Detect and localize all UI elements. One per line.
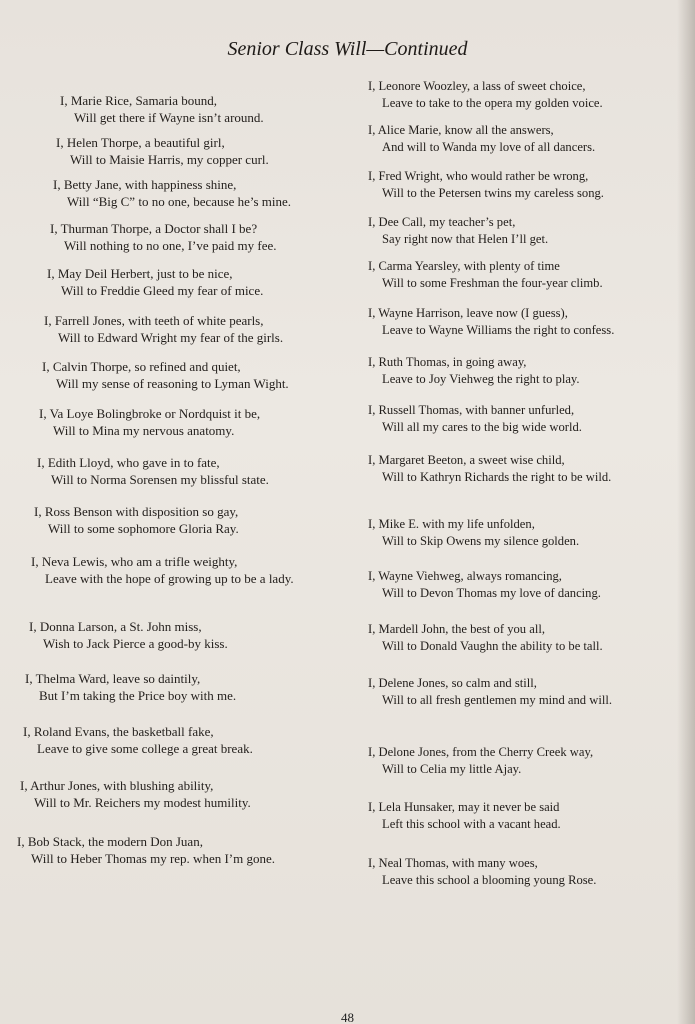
- will-entry: [17, 833, 330, 867]
- will-entry: [368, 354, 668, 388]
- will-entry: [368, 799, 688, 833]
- will-entry: [368, 452, 678, 486]
- will-entry: [37, 454, 330, 488]
- entry-line2: Leave to Joy Viehweg the right to play.: [382, 372, 580, 386]
- entry-line1: I, Farrell Jones, with teeth of white pearls,: [44, 313, 264, 328]
- will-entry: [29, 618, 330, 652]
- entry-line1: I, Delone Jones, from the Cherry Creek way,: [368, 745, 594, 759]
- entry-line1: I, Russell Thomas, with banner unfurled,: [368, 403, 575, 417]
- entry-line1: I, Calvin Thorpe, so refined and quiet,: [42, 359, 241, 374]
- entry-line2: Leave to Wayne Williams the right to confess.: [382, 323, 615, 337]
- entry-line1: I, Thurman Thorpe, a Doctor shall I be?: [50, 221, 258, 236]
- page-number: 48: [341, 1010, 354, 1024]
- will-entry: [368, 78, 668, 112]
- entry-line2: Will to some Freshman the four-year climb.: [382, 276, 603, 290]
- entry-line1: I, Neva Lewis, who am a trifle weighty,: [31, 554, 238, 569]
- entry-line1: I, Delene Jones, so calm and still,: [368, 676, 537, 690]
- will-entry: [47, 265, 330, 299]
- will-entry: [368, 214, 668, 248]
- will-entry: [53, 176, 330, 210]
- entry-line1: I, Lela Hunsaker, may it never be said: [368, 800, 560, 814]
- will-entry: [368, 516, 668, 550]
- entry-line1: I, Alice Marie, know all the answers,: [368, 123, 554, 137]
- entry-line1: I, Arthur Jones, with blushing ability,: [20, 778, 214, 793]
- will-entry: [368, 675, 690, 709]
- entry-line1: I, Ruth Thomas, in going away,: [368, 355, 527, 369]
- entry-line2: Will to Freddie Gleed my fear of mice.: [61, 283, 264, 298]
- entry-line2: Will nothing to no one, I’ve paid my fee.: [64, 238, 277, 253]
- will-entry: [20, 777, 330, 811]
- entry-line1: I, Neal Thomas, with many woes,: [368, 856, 538, 870]
- entry-line2: Will to Kathryn Richards the right to be wild.: [382, 470, 612, 484]
- entry-line1: I, Mardell John, the best of you all,: [368, 622, 545, 636]
- entry-line2: Will to Edward Wright my fear of the girls.: [58, 330, 284, 345]
- entry-line2: Will to Heber Thomas my rep. when I’m gone.: [31, 851, 276, 866]
- entry-line2: Leave with the hope of growing up to be a lady.: [45, 571, 294, 586]
- entry-line1: I, Dee Call, my teacher’s pet,: [368, 215, 516, 229]
- will-entry: [42, 358, 330, 392]
- will-entry: [368, 168, 668, 202]
- entry-line1: I, Thelma Ward, leave so daintily,: [25, 671, 201, 686]
- will-entry: [60, 92, 330, 126]
- will-entry: [44, 312, 330, 346]
- will-entry: [368, 122, 668, 156]
- entry-line2: Will to Celia my little Ajay.: [382, 762, 522, 776]
- entry-line2: Will to Devon Thomas my love of dancing.: [382, 586, 601, 600]
- will-entry: [368, 402, 668, 436]
- entry-line2: Say right now that Helen I’ll get.: [382, 232, 549, 246]
- entry-line1: I, Carma Yearsley, with plenty of time: [368, 259, 560, 273]
- entry-line1: I, Va Loye Bolingbroke or Nordquist it be,: [39, 406, 261, 421]
- entry-line2: Will to Skip Owens my silence golden.: [382, 534, 580, 548]
- will-entry: [368, 305, 668, 339]
- will-entry: [25, 670, 330, 704]
- entry-line1: I, Wayne Harrison, leave now (I guess),: [368, 306, 568, 320]
- entry-line1: I, Marie Rice, Samaria bound,: [60, 93, 218, 108]
- entry-line1: I, Bob Stack, the modern Don Juan,: [17, 834, 203, 849]
- will-entry: [31, 553, 330, 587]
- will-entry: [50, 220, 330, 254]
- entry-line1: I, Roland Evans, the basketball fake,: [23, 724, 214, 739]
- entry-line2: Leave to give some college a great break.: [37, 741, 253, 756]
- entry-line1: I, Wayne Viehweg, always romancing,: [368, 569, 562, 583]
- entry-line2: Will my sense of reasoning to Lyman Wight.: [56, 376, 289, 391]
- entry-line2: Leave this school a blooming young Rose.: [382, 873, 597, 887]
- entry-line2: Will to Mr. Reichers my modest humility.: [34, 795, 251, 810]
- entry-line2: Left this school with a vacant head.: [382, 817, 561, 831]
- entry-line2: Will to all fresh gentlemen my mind and will.: [382, 693, 612, 707]
- will-entry: [368, 568, 688, 602]
- entry-line1: I, Donna Larson, a St. John miss,: [29, 619, 202, 634]
- entry-line2: Leave to take to the opera my golden voice.: [382, 96, 603, 110]
- entry-line1: I, Helen Thorpe, a beautiful girl,: [56, 135, 225, 150]
- entry-line1: I, Edith Lloyd, who gave in to fate,: [37, 455, 220, 470]
- entry-line2: Will to Donald Vaughn the ability to be tall.: [382, 639, 603, 653]
- entry-line2: And will to Wanda my love of all dancers.: [382, 140, 596, 154]
- entry-line2: Will all my cares to the big wide world.: [382, 420, 582, 434]
- entry-line1: I, Mike E. with my life unfolden,: [368, 517, 535, 531]
- will-entry: [368, 258, 668, 292]
- page-title: Senior Class Will—Continued: [227, 38, 468, 60]
- entry-line1: I, Fred Wright, who would rather be wrong,: [368, 169, 589, 183]
- entry-line2: Will to Norma Sorensen my blissful state.: [51, 472, 269, 487]
- entry-line2: Wish to Jack Pierce a good-by kiss.: [43, 636, 228, 651]
- entry-line2: Will to Maisie Harris, my copper curl.: [70, 152, 269, 167]
- entry-line2: Will to Mina my nervous anatomy.: [53, 423, 235, 438]
- entry-line2: Will get there if Wayne isn’t around.: [74, 110, 264, 125]
- entry-line2: Will to the Petersen twins my careless song.: [382, 186, 604, 200]
- will-entry: [39, 405, 330, 439]
- will-entry: [56, 134, 330, 168]
- will-entry: [368, 744, 688, 778]
- will-entry: [23, 723, 330, 757]
- entry-line1: I, Betty Jane, with happiness shine,: [53, 177, 237, 192]
- will-entry: [34, 503, 330, 537]
- will-entry: [368, 855, 690, 889]
- entry-line1: I, Margaret Beeton, a sweet wise child,: [368, 453, 565, 467]
- entry-line2: But I’m taking the Price boy with me.: [39, 688, 237, 703]
- will-entry: [368, 621, 688, 655]
- entry-line2: Will “Big C” to no one, because he’s mine.: [67, 194, 292, 209]
- entry-line1: I, Leonore Woozley, a lass of sweet choice,: [368, 79, 586, 93]
- entry-line1: I, Ross Benson with disposition so gay,: [34, 504, 239, 519]
- entry-line1: I, May Deil Herbert, just to be nice,: [47, 266, 233, 281]
- entry-line2: Will to some sophomore Gloria Ray.: [48, 521, 239, 536]
